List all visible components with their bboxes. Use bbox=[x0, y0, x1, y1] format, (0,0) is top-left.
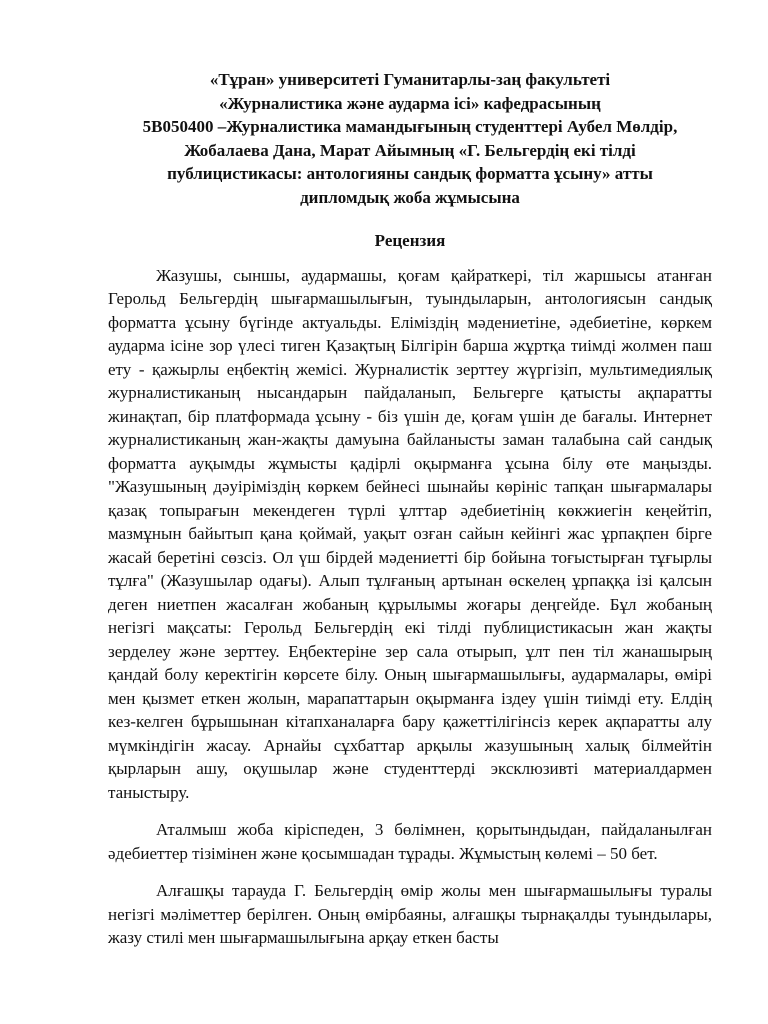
body-paragraph: Алғашқы тарауда Г. Бельгердің өмір жолы мен шығармашылығы туралы негізгі мәліметтер берілген. Оның өмірбаяны, алғашқы тырнақалды туындылары, жазу стилі мен шығармашылығына арқау еткен басты bbox=[108, 881, 712, 947]
body-paragraph: Аталмыш жоба кіріспеден, 3 бөлімнен, қорытындыдан, пайдаланылған әдебиеттер тізімінен және қосымшадан тұрады. Жұмыстың көлемі – 50 бет. bbox=[108, 820, 712, 863]
header-line: 5В050400 –Журналистика мамандығының студенттері Аубел Мөлдір, bbox=[142, 117, 678, 136]
body-paragraph: Жазушы, сыншы, аудармашы, қоғам қайраткері, тіл жаршысы атанған Герольд Бельгердің шығармашылығын, туындыларын, антологиясын сандық форматта ұсыну бүгінде актуальды. Еліміздің мәдениетіне, әдебиетіне, көркем аударма ісіне зор үлесі тиген Қазақтың Білгірін барша жұртқа тиімді жолмен паш ету - қажырлы еңбектің жемісі. Журналистік зерттеу жүргізіп, мультимедиялық журналистиканың нысандарын пайдаланып, Бельгерге қатысты ақпаратты жинақтап, бір платформада ұсыну - біз үшін де, қоғам үшін де бағалы. Интернет журналистиканың жан-жақты дамуына байланысты заман талабына сай сандық форматта ауқымды жұмысты қадірлі оқырманға ұсына білу өте маңызды. "Жазушының дәуіріміздің көркем бейнесі шынайы көрініс тапқан шығармалары қазақ топырағын мекендеген түрлі ұлттар әдебиетінің көкжиегін кеңейтіп, мазмұнын байытып қана қоймай, уақыт озған сайын кейінгі жас ұрпақпен бірге жасай беретіні сөзсіз. Ол үш бірдей мәдениетті бір бойына тоғыстырған тұғырлы тұлға" (Жазушылар одағы). Алып тұлғаның артынан өскелең ұрпаққа ізі қалсын деген ниетпен жасалған жобаның құрылымы жоғары деңгейде. Бұл жобаның негізгі мақсаты: Герольд Бельгердің екі тілді публицистикасын жан жақты зерделеу және зерттеу. Еңбектеріне зер сала отырып, ұлт пен тіл жанашырың қандай болу керектігін көрсете білу. Оның шығармашылығы, аудармалары, өмірі мен қызмет еткен жолын, марапаттарын оқырманға іздеу үшін тиімді ету. Елдің кез-келген бұрышынан кітапханаларға бару қажеттілігінсіз керек ақпаратты алу мүмкіндігін жасау. Арнайы сұхбаттар арқылы жазушының халық білмейтін қырларын ашу, оқушылар және студенттерді эксклюзивті материалдармен таныстыру. bbox=[108, 265, 712, 802]
header-line: «Тұран» университеті Гуманитарлы-заң факультеті bbox=[209, 70, 611, 89]
header-line: публицистикасы: антологияны сандық форматта ұсыну» атты bbox=[167, 164, 653, 183]
review-body bbox=[108, 264, 712, 950]
header-line: Жобалаева Дана, Марат Айымның «Г. Бельгердің екі тілді bbox=[184, 140, 636, 160]
header-line: «Журналистика және аударма ісі» кафедрасының bbox=[219, 93, 601, 113]
header-line: дипломдық жоба жұмысына bbox=[300, 187, 520, 207]
document-header bbox=[108, 68, 712, 209]
review-title: Рецензия bbox=[374, 231, 446, 250]
document-page bbox=[108, 68, 712, 950]
